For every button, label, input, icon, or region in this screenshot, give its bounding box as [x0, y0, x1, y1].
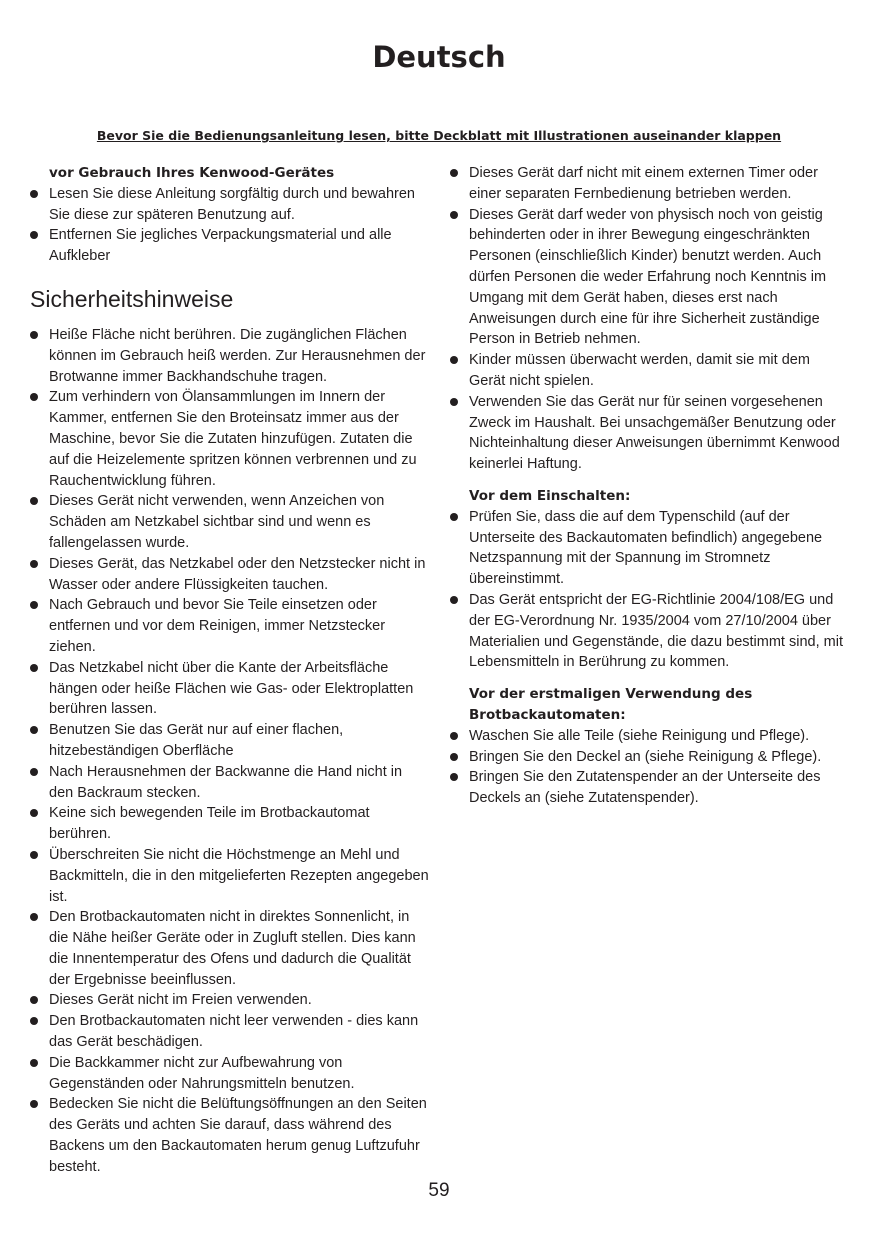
bullet-icon	[30, 601, 38, 609]
list-item: Dieses Gerät darf nicht mit einem externen Timer oder einer separaten Fernbedienung betrieben werden.	[450, 163, 850, 205]
list-item: Überschreiten Sie nicht die Höchstmenge an Mehl und Backmitteln, die in den mitgelieferten Rezepten angegeben ist.	[30, 845, 430, 907]
bullet-icon	[450, 169, 458, 177]
list-item: Entfernen Sie jegliches Verpackungsmaterial und alle Aufkleber	[30, 225, 430, 267]
list-item: Dieses Gerät nicht verwenden, wenn Anzeichen von Schäden am Netzkabel sichtbar sind und wenn es fallengelassen wurde.	[30, 491, 430, 553]
safety-list	[30, 325, 430, 1178]
list-item: Dieses Gerät nicht im Freien verwenden.	[30, 990, 430, 1011]
list-item: Nach Gebrauch und bevor Sie Teile einsetzen oder entfernen und vor dem Reinigen, immer Netzstecker ziehen.	[30, 595, 430, 657]
before-switch-on-list	[450, 507, 850, 673]
bullet-icon	[30, 1017, 38, 1025]
bullet-icon	[30, 726, 38, 734]
bullet-icon	[450, 398, 458, 406]
list-item: Nach Herausnehmen der Backwanne die Hand nicht in den Backraum stecken.	[30, 762, 430, 804]
left-column	[30, 163, 430, 1178]
bullet-icon	[30, 393, 38, 401]
bullet-icon	[30, 560, 38, 568]
list-item: Waschen Sie alle Teile (siehe Reinigung und Pflege).	[450, 726, 850, 747]
safety-list-continued	[450, 163, 850, 475]
bullet-icon	[30, 809, 38, 817]
first-use-list	[450, 726, 850, 809]
first-use-heading	[450, 684, 850, 726]
list-item: Den Brotbackautomaten nicht leer verwenden - dies kann das Gerät beschädigen.	[30, 1011, 430, 1053]
list-item: Prüfen Sie, dass die auf dem Typenschild (auf der Unterseite des Backautomaten befindlich) angegebene Netzspannung mit der Spannung im Stromnetz übereinstimmt.	[450, 507, 850, 590]
bullet-icon	[450, 753, 458, 761]
list-item: Dieses Gerät darf weder von physisch noch von geistig behinderten oder in ihrer Bewegung eingeschränkten Personen (einschließlich Kinder) benutzt werden. Auch dürfen Personen die weder Erfahrung noch Kenntnis im Umgang mit dem Gerät haben, dieses erst nach Anweisungen durch eine für ihre Sicherheit zuständige Person in Betrieb nehmen.	[450, 205, 850, 351]
bullet-icon	[450, 356, 458, 364]
bullet-icon	[30, 331, 38, 339]
list-item: Heiße Fläche nicht berühren. Die zugänglichen Flächen können im Gebrauch heiß werden. Zur Herausnehmen der Brotwanne immer Backhandschuhe tragen.	[30, 325, 430, 387]
list-item: Zum verhindern von Ölansammlungen im Innern der Kammer, entfernen Sie den Broteinsatz immer aus der Maschine, bevor Sie die Zutaten hinzufügen. Zutaten die auf die Heizelemente spritzen können verbrennen und zu Rauchentwicklung führen.	[30, 387, 430, 491]
list-item: Den Brotbackautomaten nicht in direktes Sonnenlicht, in die Nähe heißer Geräte oder in Zugluft stellen. Dies kann die Innentemperatur des Ofens und dadurch die Qualität der Ergebnisse beeinflussen.	[30, 907, 430, 990]
bullet-icon	[30, 1059, 38, 1067]
page-title: Deutsch	[372, 40, 506, 74]
list-item: Die Backkammer nicht zur Aufbewahrung von Gegenständen oder Nahrungsmitteln benutzen.	[30, 1053, 430, 1095]
bullet-icon	[450, 513, 458, 521]
list-item: Das Netzkabel nicht über die Kante der Arbeitsfläche hängen oder heiße Flächen wie Gas- oder Elektroplatten berühren lassen.	[30, 658, 430, 720]
before-use-heading: vor Gebrauch Ihres Kenwood-Gerätes	[49, 165, 335, 181]
list-item: Bringen Sie den Deckel an (siehe Reinigung & Pflege).	[450, 747, 850, 768]
bullet-icon	[30, 497, 38, 505]
first-use-heading-line2: Brotbackautomaten:	[469, 706, 626, 723]
bullet-icon	[450, 773, 458, 781]
before-switch-on-heading: Vor dem Einschalten:	[469, 487, 631, 504]
bullet-icon	[30, 1100, 38, 1108]
list-item: Das Gerät entspricht der EG-Richtlinie 2004/108/EG und der EG-Verordnung Nr. 1935/2004 vom 27/10/2004 über Materialien und Gegenstände, die dazu bestimmt sind, mit Lebensmitteln in Berührung zu kommen.	[450, 590, 850, 673]
list-item: Verwenden Sie das Gerät nur für seinen vorgesehenen Zweck im Haushalt. Bei unsachgemäßer Benutzung oder Nichteinhaltung dieser Anweisungen übernimmt Kenwood keinerlei Haftung.	[450, 392, 850, 475]
list-item: Kinder müssen überwacht werden, damit sie mit dem Gerät nicht spielen.	[450, 350, 850, 392]
bullet-icon	[30, 231, 38, 239]
bullet-icon	[450, 596, 458, 604]
before-use-list	[30, 184, 430, 267]
list-item: Benutzen Sie das Gerät nur auf einer flachen, hitzebeständigen Oberfläche	[30, 720, 430, 762]
bullet-icon	[450, 211, 458, 219]
safety-heading: Sicherheitshinweise	[30, 285, 234, 312]
bullet-icon	[30, 768, 38, 776]
list-item: Bedecken Sie nicht die Belüftungsöffnungen an den Seiten des Geräts und achten Sie darauf, dass während des Backens um den Backautomaten herum genug Luftzufuhr besteht.	[30, 1094, 430, 1177]
list-item: Bringen Sie den Zutatenspender an der Unterseite des Deckels an (siehe Zutatenspender).	[450, 767, 850, 809]
list-item: Dieses Gerät, das Netzkabel oder den Netzstecker nicht in Wasser oder andere Flüssigkeiten tauchen.	[30, 554, 430, 596]
list-item: Keine sich bewegenden Teile im Brotbackautomat berühren.	[30, 803, 430, 845]
bullet-icon	[30, 913, 38, 921]
bullet-icon	[30, 996, 38, 1004]
fold-out-instruction: Bevor Sie die Bedienungsanleitung lesen, bitte Deckblatt mit Illustrationen auseinander klappen	[96, 128, 782, 143]
bullet-icon	[30, 664, 38, 672]
right-column	[450, 163, 850, 809]
page-number: 59	[428, 1180, 450, 1201]
bullet-icon	[30, 851, 38, 859]
bullet-icon	[450, 732, 458, 740]
first-use-heading-line1: Vor der erstmaligen Verwendung des	[469, 686, 753, 703]
bullet-icon	[30, 190, 38, 198]
list-item: Lesen Sie diese Anleitung sorgfältig durch und bewahren Sie diese zur späteren Benutzung auf.	[30, 184, 430, 226]
